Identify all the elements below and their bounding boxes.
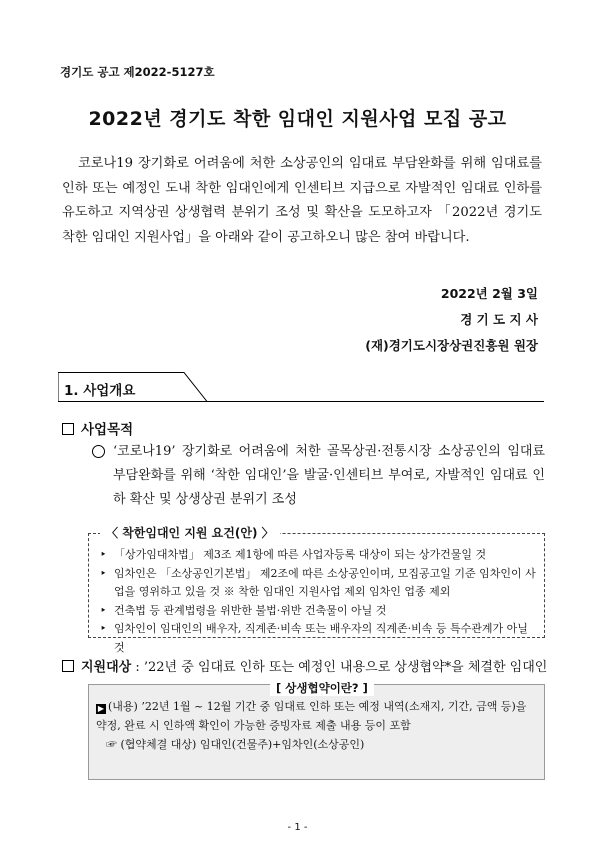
requirement-text: 「상가임대차법」 제3조 제1항에 따른 사업자등록 대상이 되는 상가건물일 것 [114, 548, 487, 561]
list-item [100, 546, 540, 565]
requirement-text: 임차인은 「소상공인기본법」 제2조에 따른 소상공인이며, 모집공고일 기준 임차인이 사업을 영위하고 있을 것 ※ 착한 임대인 지원사업 제외 임차인 업종 제외 [114, 566, 536, 598]
purpose-header [62, 418, 133, 438]
requirements-title: 〈 착한임대인 지원 요건(안) 〉 [100, 524, 280, 541]
section-title: 1. 사업개요 [64, 383, 136, 399]
agreement-sub: ☞ (협약체결 대상) 임대인(건물주)+임차인(소상공인) [106, 738, 365, 751]
list-item [100, 565, 540, 602]
content-text: ’22년 1월 ~ 12월 기간 중 임대료 인하 또는 예정 내역(소재지, 기간, 금액 등)을 약정, 완료 시 인하액 확인이 가능한 증빙자료 제출 내용 등이 포함 [96, 700, 527, 732]
purpose-paragraph [113, 440, 545, 512]
content-label: (내용) [108, 700, 138, 713]
agreement-note-body [96, 697, 538, 754]
agreement-note-title: [ 상생협약이란? ] [270, 680, 374, 696]
triangle-bullet-icon: ‣ [100, 566, 107, 580]
list-item [100, 602, 540, 621]
intro-paragraph [62, 152, 542, 250]
requirement-text: 건축법 등 관계법령을 위반한 불법·위반 건축물이 아닐 것 [114, 603, 387, 617]
triangle-bullet-icon: ‣ [100, 622, 107, 635]
triangle-bullet-icon: ‣ [100, 603, 107, 617]
triangle-bullet-icon: ‣ [100, 548, 107, 561]
circle-bullet-icon [92, 445, 105, 458]
section-header-box [58, 372, 208, 402]
page-title: 2022년 경기도 착한 임대인 지원사업 모집 공고 [88, 108, 507, 130]
square-bullet-icon [62, 660, 74, 672]
announcement-date: 2022년 2월 3일 [440, 286, 538, 301]
purpose-text: ‘코로나19’ 장기화로 어려움에 처한 골목상권·전통시장 소상공인의 임대료 부담완화를 위해 ‘착한 임대인’을 발굴·인센티브 부여로, 자발적인 임대료 인하 확산 및 상생상권 분위기 조성 [113, 444, 545, 507]
page-number: - 1 - [287, 822, 308, 833]
target-line [62, 656, 547, 675]
square-arrow-icon: ▶ [97, 704, 105, 713]
agency-signature: (재)경기도시장상권진흥원 원장 [365, 338, 538, 353]
list-item [100, 620, 540, 657]
doc-number: 경기도 공고 제2022-5127호 [60, 65, 215, 79]
requirement-text: 임차인이 임대인의 배우자, 직계존·비속 또는 배우자의 직계존·비속 등 특수관계가 아닐 것 [114, 622, 528, 654]
target-text: : ’22년 중 임대료 인하 또는 예정인 내용으로 상생협약*을 체결한 임대인 [135, 660, 548, 675]
square-bullet-icon [62, 423, 74, 435]
intro-text: 코로나19 장기화로 어려움에 처한 소상공인의 임대료 부담완화를 위해 임대료를 인하 또는 예정인 도내 착한 임대인에게 인센티브 지급으로 자발적인 임대료 인하를 유도하고 지역상권 상생협력 분위기 조성 및 확산을 도모하고자 「2022년 경기도 착한 임대인 지원사업」을 아래와 같이 공고하오니 많은 참여 바랍니다. [62, 156, 542, 245]
target-header: 지원대상 [81, 660, 132, 675]
agreement-content [96, 697, 538, 735]
requirements-list [100, 546, 540, 657]
section-divider [58, 401, 544, 402]
purpose-header-label: 사업목적 [81, 422, 134, 438]
governor-signature: 경 기 도 지 사 [460, 312, 538, 327]
